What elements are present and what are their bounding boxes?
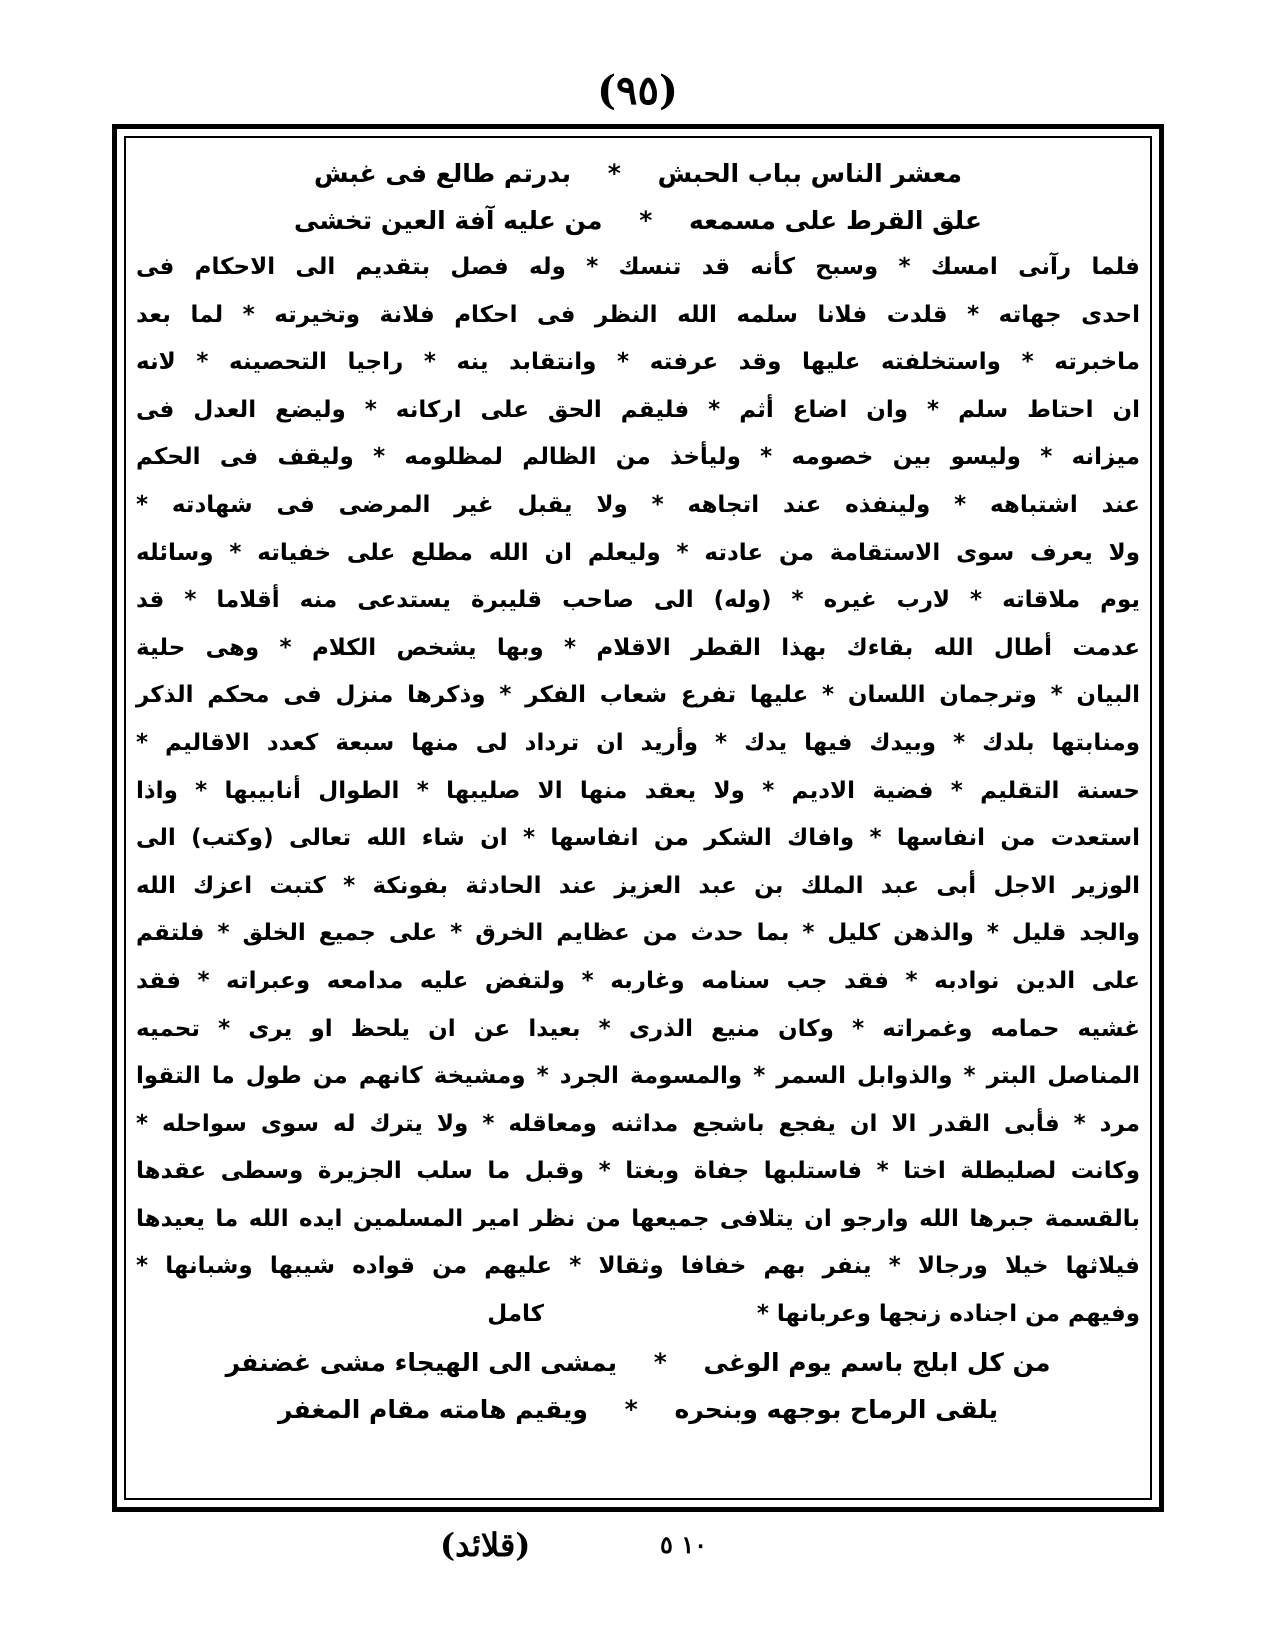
prose-line: بالقسمة جبرها الله وارجو ان يتلافى جميعها من نظر امير المسلمين ايده الله ما يعيدها [136, 1205, 1140, 1232]
verse-line [132, 197, 1144, 244]
prose-line: وكانت لصليطلة اختا * فاستلبها جفاة وبغتا * وقبل ما سلب الجزيرة وسطى عقدها [136, 1158, 1140, 1185]
prose-line: عند اشتباهه * ولينفذه عند اتجاهه * ولا يقبل غير المرضى فى شهادته * [136, 491, 1140, 518]
verse-hemistich-right: من كل ابلج باسم يوم الوغى [703, 1347, 1051, 1377]
prose-line: ومنابتها بلدك * وبيدك فيها يدك * وأريد ان ترداد لى منها سبعة كعدد الاقاليم * [136, 729, 1140, 756]
verse-separator: * [607, 159, 621, 188]
prose-line: ماخبرته * واستخلفته عليها وقد عرفته * وانتقابد ينه * راجيا التحصينه * لانه [136, 349, 1140, 376]
prose-line: على الدين نوادبه * فقد جب سنامه وغاربه * ولتفض عليه مدامعه وعبراته * فقد [136, 967, 1140, 994]
prose-line-with-meter [132, 1291, 1144, 1339]
prose-line: فيلاثها خيلا ورجالا * ينفر بهم خفافا وثقالا * عليهم من قواده شيبها وشبانها * [136, 1253, 1140, 1280]
verse-line [132, 1339, 1144, 1386]
signature-mark: ١٠ ٥ [660, 1530, 708, 1559]
prose-line: حسنة التقليم * فضية الاديم * ولا يعقد منها الا صليبها * الطوال أنابيبها * واذا [136, 777, 1140, 804]
prose-line: عدمت أطال الله بقاءك بهذا القطر الاقلام * وبها يشخص الكلام * وهى حلية [136, 634, 1140, 661]
verse-hemistich-left: بدرتم طالع فى غبش [314, 159, 572, 188]
verse-separator: * [653, 1347, 667, 1377]
prose-line: ميزانه * وليسو بين خصومه * وليأخذ من الظالم لمظلومه * وليقف فى الحكم [136, 444, 1140, 471]
prose-line: مرد * فأبى القدر الا ان يفجع باشجع مداثنه ومعاقله * ولا يترك له سوى سواحله * [136, 1110, 1140, 1137]
verse-hemistich-left: من عليه آفة العين تخشى [294, 206, 603, 235]
prose-line: ان احتاط سلم * وان اضاع أثم * فليقم الحق على اركانه * وليضع العدل فى [136, 396, 1140, 423]
verse-hemistich-right: علق القرط على مسمعه [689, 206, 982, 235]
gathering-label: (قلائد) [440, 1526, 531, 1564]
prose-line: الوزير الاجل أبى عبد الملك بن عبد العزيز عند الحادثة بفونكة * كتبت اعزك الله [136, 872, 1140, 899]
verse-separator: * [624, 1394, 638, 1424]
verse-line [132, 150, 1144, 197]
text-block [132, 150, 1144, 1490]
verse-line [132, 1386, 1144, 1433]
page-footer [0, 1520, 1275, 1570]
verse-hemistich-left: يمشى الى الهيجاء مشى غضنفر [225, 1347, 618, 1377]
prose-line: والجد قليل * والذهن كليل * بما حدث من عظايم الخرق * على جميع الخلق * فلتقم [136, 920, 1140, 947]
meter-label: كامل [487, 1301, 544, 1328]
prose-line: غشيه حمامه وغمراته * وكان منيع الذرى * بعيدا عن ان يلحظ او يرى * تحميه [136, 1015, 1140, 1042]
verse-hemistich-left: ويقيم هامته مقام المغفر [277, 1394, 588, 1424]
prose-line: احدى جهاته * قلدت فلانا سلمه الله النظر فى احكام فلانة وتخيرته * لما بعد [136, 301, 1140, 328]
prose-line: المناصل البتر * والذوابل السمر * والمسومة الجرد * ومشيخة كانهم من طول ما التقوا [136, 1063, 1140, 1090]
prose-line: البيان * وترجمان اللسان * عليها تفرع شعاب الفكر * وذكرها منزل فى محكم الذكر [136, 682, 1140, 709]
prose-line-fragment: وفيهم من اجناده زنجها وعربانها * [756, 1301, 1140, 1328]
verse-separator: * [639, 206, 653, 235]
page-number: (٩٥) [597, 67, 678, 114]
prose-line: ولا يعرف سوى الاستقامة من عادته * وليعلم ان الله مطلع على خفياته * وسائله [136, 539, 1140, 566]
prose-line: يوم ملاقاته * لارب غيره * (وله) الى صاحب قليبرة يستدعى منه أقلاما * قد [136, 587, 1140, 614]
prose-line: استعدت من انفاسها * وافاك الشكر من انفاسها * ان شاء الله تعالى (وكتب) الى [136, 825, 1140, 852]
prose-line: فلما رآنى امسك * وسبح كأنه قد تنسك * وله فصل بتقديم الى الاحكام فى [136, 254, 1140, 280]
verse-hemistich-right: يلقى الرماح بوجهه وبنحره [674, 1394, 999, 1424]
verse-hemistich-right: معشر الناس بباب الحبش [657, 159, 962, 188]
